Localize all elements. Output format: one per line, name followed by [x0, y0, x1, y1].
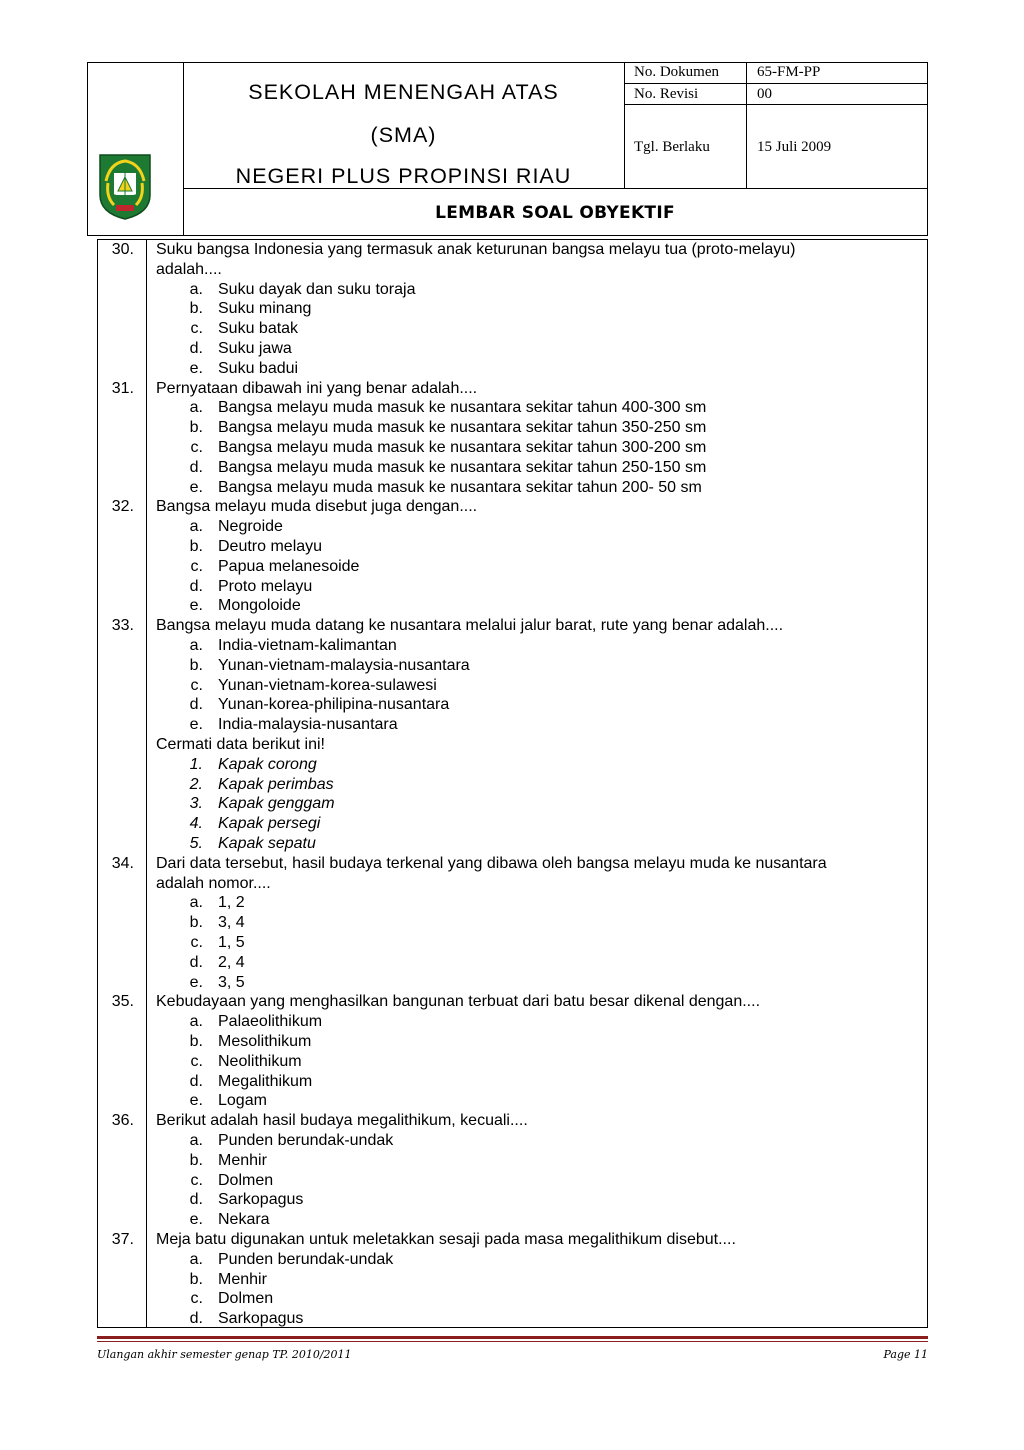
option-label: c. — [190, 934, 203, 951]
option-text: Kapak sepatu — [218, 835, 316, 852]
option-label: e. — [189, 1092, 203, 1110]
option-label: a. — [189, 1013, 203, 1031]
option-label: e. — [189, 1211, 203, 1229]
meta-label-dokumen: No. Dokumen — [634, 64, 719, 80]
question-number: 37. — [111, 1231, 134, 1248]
option-label: b. — [189, 538, 203, 555]
option-label: d. — [189, 458, 203, 476]
meta-value-revisi: 00 — [757, 86, 772, 102]
option-text: 1, 2 — [218, 894, 245, 912]
option-label: 2. — [189, 775, 203, 793]
document-header — [87, 62, 928, 236]
option-text: Suku dayak dan suku toraja — [218, 280, 416, 298]
option-label: 1. — [189, 755, 203, 773]
option-text: Nekara — [218, 1211, 270, 1229]
option-label: c. — [190, 439, 203, 456]
option-label: d. — [189, 1191, 203, 1209]
option-text: Suku badui — [218, 359, 299, 377]
question-text: Cermati data berikut ini! — [156, 736, 325, 753]
option-label: a. — [189, 637, 203, 654]
option-text: India-vietnam-kalimantan — [218, 637, 397, 654]
option-text: Bangsa melayu muda masuk ke nusantara sekitar tahun 350-250 sm — [218, 419, 707, 437]
option-text: Sarkopagus — [218, 1191, 304, 1209]
school-name-line-3: NEGERI PLUS PROPINSI RIAU — [235, 164, 572, 188]
option-label: b. — [189, 300, 203, 318]
subtitle-cell — [183, 189, 927, 235]
option-label: a. — [189, 280, 203, 298]
question-text: Kebudayaan yang menghasilkan bangunan terbuat dari batu besar dikenal dengan.... — [156, 993, 761, 1011]
option-label: e. — [189, 973, 203, 991]
option-label: b. — [189, 656, 203, 674]
option-label: c. — [190, 676, 203, 694]
option-label: d. — [189, 1310, 203, 1328]
option-label: b. — [189, 914, 203, 932]
option-text: Dolmen — [218, 1290, 274, 1308]
option-label: d. — [189, 340, 203, 357]
option-label: b. — [189, 419, 203, 437]
footer-exam-info: Ulangan akhir semester genap TP. 2010/2011 — [97, 1348, 352, 1361]
option-label: b. — [189, 1033, 203, 1050]
option-label: c. — [190, 1290, 203, 1308]
question-text: Suku bangsa Indonesia yang termasuk anak keturunan bangsa melayu tua (proto-melayu) — [156, 241, 796, 258]
option-text: Suku minang — [218, 300, 312, 318]
option-label: a. — [189, 1132, 203, 1149]
question-text: Meja batu digunakan untuk meletakkan sesaji pada masa megalithikum disebut.... — [156, 1231, 736, 1248]
sheet-subtitle: LEMBAR SOAL OBYEKTIF — [435, 203, 675, 223]
question-text: Berikut adalah hasil budaya megalithikum, kecuali.... — [156, 1112, 528, 1130]
document-meta-table — [625, 63, 927, 189]
option-text: Menhir — [218, 1270, 267, 1288]
option-text: 1, 5 — [218, 934, 245, 951]
question-text: adalah.... — [156, 260, 222, 278]
option-text: 2, 4 — [218, 953, 245, 971]
question-number-divider — [146, 239, 147, 1328]
option-label: c. — [190, 320, 203, 338]
option-text: Bangsa melayu muda masuk ke nusantara sekitar tahun 200- 50 sm — [218, 478, 702, 496]
question-number: 33. — [111, 617, 134, 635]
option-text: Punden berundak-undak — [218, 1132, 394, 1149]
option-text: Sarkopagus — [218, 1310, 304, 1328]
option-label: d. — [189, 577, 203, 595]
option-label: c. — [190, 1171, 203, 1189]
option-text: Suku jawa — [218, 340, 292, 357]
meta-value-berlaku: 15 Juli 2009 — [757, 139, 832, 155]
option-label: 3. — [189, 795, 203, 813]
option-label: d. — [189, 696, 203, 714]
footer-rule — [97, 1336, 928, 1339]
option-text: Neolithikum — [218, 1052, 302, 1070]
question-text: adalah nomor.... — [156, 874, 271, 892]
option-text: Mongoloide — [218, 597, 301, 615]
question-text: Pernyataan dibawah ini yang benar adalah.... — [156, 379, 478, 397]
option-label: e. — [189, 597, 203, 615]
riau-emblem-logo — [96, 151, 154, 221]
option-text: Yunan-vietnam-korea-sulawesi — [218, 676, 437, 694]
question-number: 31. — [111, 379, 134, 397]
option-text: 3, 4 — [218, 914, 245, 932]
question-number: 35. — [111, 993, 134, 1011]
footer-rule-thin — [97, 1341, 928, 1342]
meta-label-revisi: No. Revisi — [634, 86, 699, 102]
option-text: India-malaysia-nusantara — [218, 716, 398, 734]
option-text: Bangsa melayu muda masuk ke nusantara sekitar tahun 300-200 sm — [218, 439, 707, 456]
option-text: 3, 5 — [218, 973, 245, 991]
option-text: Yunan-vietnam-malaysia-nusantara — [218, 656, 470, 674]
option-text: Papua melanesoide — [218, 557, 360, 575]
question-number: 34. — [111, 854, 134, 872]
option-text: Mesolithikum — [218, 1033, 312, 1050]
option-label: a. — [189, 1250, 203, 1268]
option-label: e. — [189, 359, 203, 377]
option-text: Kapak corong — [218, 755, 317, 773]
question-number: 32. — [111, 498, 134, 516]
option-text: Kapak genggam — [218, 795, 335, 813]
option-label: b. — [189, 1270, 203, 1288]
option-text: Suku batak — [218, 320, 299, 338]
school-name-line-1: SEKOLAH MENENGAH ATAS — [248, 80, 559, 104]
option-label: a. — [189, 518, 203, 536]
option-text: Palaeolithikum — [218, 1013, 323, 1031]
meta-value-dokumen: 65-FM-PP — [757, 64, 821, 80]
question-text: Dari data tersebut, hasil budaya terkenal yang dibawa oleh bangsa melayu muda ke nusantara — [156, 854, 827, 872]
question-text: Bangsa melayu muda datang ke nusantara melalui jalur barat, rute yang benar adalah.... — [156, 617, 784, 635]
meta-label-berlaku: Tgl. Berlaku — [634, 139, 710, 155]
option-text: Megalithikum — [218, 1072, 313, 1090]
logo-cell — [88, 63, 184, 235]
option-label: 5. — [189, 835, 203, 852]
option-text: Negroide — [218, 518, 283, 536]
option-text: Kapak persegi — [218, 815, 321, 833]
option-text: Bangsa melayu muda masuk ke nusantara sekitar tahun 250-150 sm — [218, 458, 707, 476]
footer-page-number: Page 11 — [883, 1348, 928, 1361]
question-number: 36. — [111, 1112, 134, 1130]
question-number: 30. — [111, 241, 134, 258]
option-label: c. — [190, 557, 203, 575]
option-label: d. — [189, 1072, 203, 1090]
option-text: Dolmen — [218, 1171, 274, 1189]
school-name-line-2: (SMA) — [370, 123, 437, 147]
option-text: Deutro melayu — [218, 538, 323, 555]
option-text: Bangsa melayu muda masuk ke nusantara sekitar tahun 400-300 sm — [218, 399, 707, 417]
option-label: a. — [189, 894, 203, 912]
option-text: Proto melayu — [218, 577, 313, 595]
option-label: 4. — [189, 815, 203, 833]
option-label: b. — [189, 1151, 203, 1169]
option-label: d. — [189, 953, 203, 971]
option-text: Punden berundak-undak — [218, 1250, 394, 1268]
option-text: Logam — [218, 1092, 267, 1110]
option-label: e. — [189, 478, 203, 496]
option-label: c. — [190, 1052, 203, 1070]
option-text: Kapak perimbas — [218, 775, 334, 793]
option-text: Yunan-korea-philipina-nusantara — [218, 696, 450, 714]
question-text: Bangsa melayu muda disebut juga dengan.... — [156, 498, 478, 516]
option-text: Menhir — [218, 1151, 267, 1169]
school-title-cell — [183, 63, 625, 189]
option-label: a. — [189, 399, 203, 417]
option-label: e. — [189, 716, 203, 734]
